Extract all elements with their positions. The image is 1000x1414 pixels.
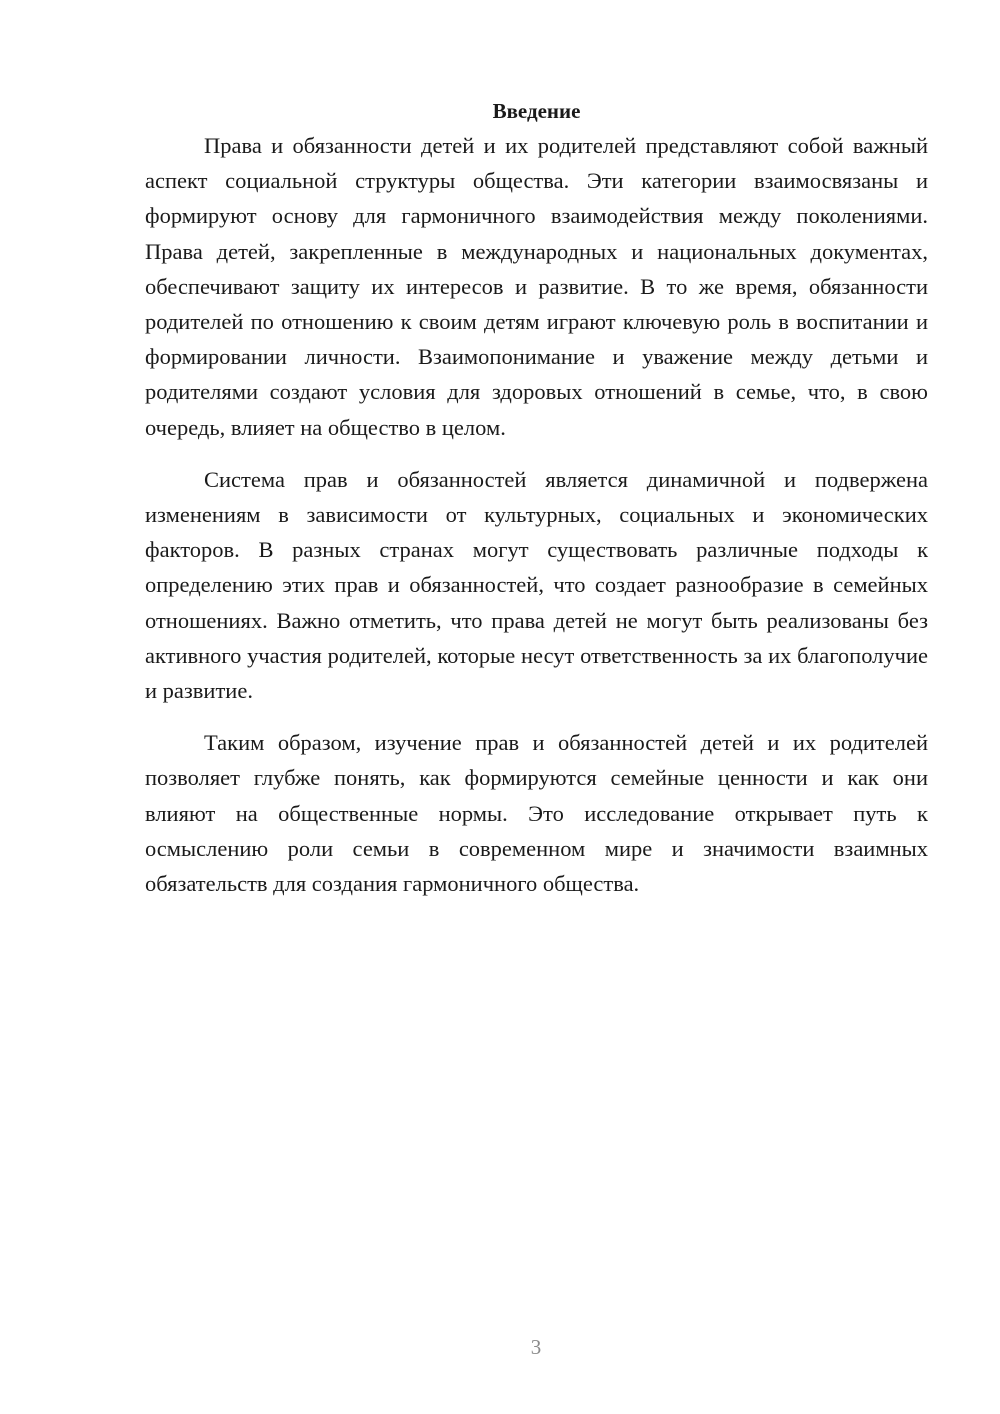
page-number: 3 <box>530 1335 542 1359</box>
paragraph-2: Система прав и обязанностей является динамичной и подвержена изменениям в зависимости от культурных, социальных и экономических факторов. В разных странах могут существовать различные подходы к определению этих прав и обязанностей, что создает разнообразие в семейных отношениях. Важно отметить, что права детей не могут быть реализованы без активного участия родителей, которые несут ответственность за их благополучие и развитие. <box>145 466 928 704</box>
section-heading: Введение <box>492 99 581 123</box>
paragraph-3: Таким образом, изучение прав и обязанностей детей и их родителей позволяет глубже понять, как формируются семейные ценности и как они влияют на общественные нормы. Это исследование открывает путь к осмыслению роли семьи в современном мире и значимости взаимных обязательств для создания гармоничного общества. <box>145 730 928 897</box>
paragraph-1: Права и обязанности детей и их родителей представляют собой важный аспект социальной структуры общества. Эти категории взаимосвязаны и формируют основу для гармоничного взаимодействия между поколениями. Права детей, закрепленные в международных и национальных документах, обеспечивают защиту их интересов и развитие. В то же время, обязанности родителей по отношению к своим детям играют ключевую роль в воспитании и формировании личности. Взаимопонимание и уважение между детьми и родителями создают условия для здоровых отношений в семье, что, в свою очередь, влияет на общество в целом. <box>145 133 928 440</box>
page-content <box>145 96 928 901</box>
